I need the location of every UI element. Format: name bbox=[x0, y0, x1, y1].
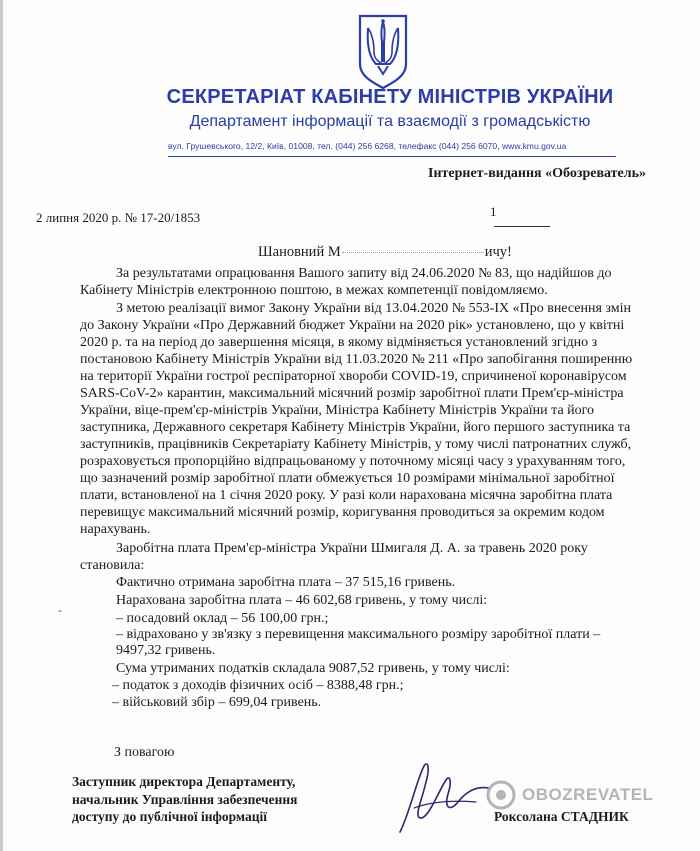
department-name: Департамент інформації та взаємодії з громадськістю bbox=[189, 113, 591, 130]
tax-military: – військовий збір – 699,04 гривень. bbox=[112, 695, 322, 710]
salutation-end: ичу! bbox=[484, 244, 512, 260]
p2-line: на території України гострої респіраторної хвороби COVID-19, спричиненої коронавірусом bbox=[80, 369, 627, 384]
signer-title-line: Заступник директора Департаменту, bbox=[72, 774, 296, 789]
header-rule bbox=[168, 156, 616, 157]
organization-title: СЕКРЕТАРІАТ КАБІНЕТУ МІНІСТРІВ УКРАЇНИ bbox=[166, 86, 614, 108]
p3-line: Заробітна плата Прем'єр-міністра України Шмигаля Д. А. за травень 2020 року bbox=[116, 541, 588, 556]
obozrevatel-logo-icon bbox=[486, 780, 516, 810]
p2-line: нарахувань. bbox=[80, 522, 151, 537]
salutation bbox=[258, 244, 512, 261]
registration-mark: 1 bbox=[490, 204, 497, 219]
margin-dash: - bbox=[58, 603, 62, 617]
signer-title bbox=[72, 773, 297, 826]
p2-line: заступника, Державного секретаря Кабінету Міністрів України, його першого заступника та bbox=[80, 420, 631, 435]
p2-line: плати, встановленої на 1 січня 2020 року. У разі коли нарахована місячна заробітна плата bbox=[80, 488, 613, 503]
salary-received: Фактично отримана заробітна плата – 37 515,16 гривень. bbox=[116, 575, 456, 590]
deduction-item: – відраховано у зв'язку з перевищення максимального розміру заробітної плати – bbox=[116, 627, 601, 642]
salary-accrued: Нарахована заробітна плата – 46 602,68 гривень, у тому числі: bbox=[116, 593, 488, 608]
signer-name: Роксолана СТАДНИК bbox=[494, 809, 629, 824]
recipient: Інтернет-видання «Обозреватель» bbox=[428, 166, 647, 181]
p1-line: За результатами опрацювання Вашого запиту від 24.06.2020 № 83, що надійшов до bbox=[116, 266, 612, 281]
p2-line: З метою реалізації вимог Закону України від 13.04.2020 № 553-ІХ «Про внесення змін bbox=[116, 301, 631, 316]
p2-line: до Закону України «Про Державний бюджет України на 2020 рік» установлено, що у квітні bbox=[80, 318, 625, 333]
p2-line: 2020 р. та на період до завершення місяця, в якому відміняється установлений згідно з bbox=[80, 335, 598, 350]
p1-line: Кабінету Міністрів електронною поштою, в межах компетенції повідомляємо. bbox=[80, 283, 548, 298]
p2-line: що зазначений розмір заробітної плати обмежується 10 розмірами мінімальної заробітної bbox=[80, 471, 615, 486]
deduction-item-amount: 9497,32 гривень. bbox=[116, 643, 216, 658]
ukraine-trident-emblem bbox=[356, 12, 410, 90]
redacted-name bbox=[342, 251, 484, 253]
tax-income: – податок з доходів фізичних осіб – 8388,48 грн.; bbox=[112, 678, 404, 693]
watermark-text: OBOZREVATEL bbox=[522, 785, 654, 804]
address-line: вул. Грушевського, 12/2, Київ, 01008, тел. (044) 256 6268, телефакс (044) 256 6070, www.kmu.gov.ua bbox=[168, 141, 567, 151]
obozrevatel-watermark bbox=[486, 780, 653, 810]
signer-title-line: доступу до публічної інформації bbox=[72, 809, 268, 824]
p2-line: України, віце-прем'єр-міністрів України, Міністра Кабінету Міністрів України та його bbox=[80, 403, 595, 418]
p2-line: перевищує максимальний місячний розмір, коригування проводиться за окремим кодом bbox=[80, 505, 605, 520]
date-and-number: 2 липня 2020 р. № 17-20/1853 bbox=[36, 210, 201, 225]
salutation-start: Шановний М bbox=[258, 244, 341, 260]
salary-item: – посадовий оклад – 56 100,00 грн.; bbox=[116, 611, 329, 626]
p3-line: становила: bbox=[80, 558, 145, 573]
closing-phrase: З повагою bbox=[114, 745, 175, 760]
registration-blank bbox=[494, 212, 550, 227]
p2-line: SARS-CoV-2» карантин, максимальний місячний розмір заробітної плати Прем'єр-міністра bbox=[80, 386, 624, 401]
p2-line: постановою Кабінету Міністрів України від 11.03.2020 № 211 «Про запобігання поширенню bbox=[80, 352, 633, 367]
p2-line: розраховується пропорційно відпрацьованому у поточному місяці часу з урахуванням того, bbox=[80, 454, 626, 469]
p2-line: заступників, працівників Секретаріату Кабінету Міністрів, у тому числі патронатних служб, bbox=[80, 437, 632, 452]
taxes-total: Сума утриманих податків складала 9087,52 гривень, у тому числі: bbox=[116, 661, 510, 676]
signer-title-line: начальник Управління забезпечення bbox=[72, 791, 298, 807]
